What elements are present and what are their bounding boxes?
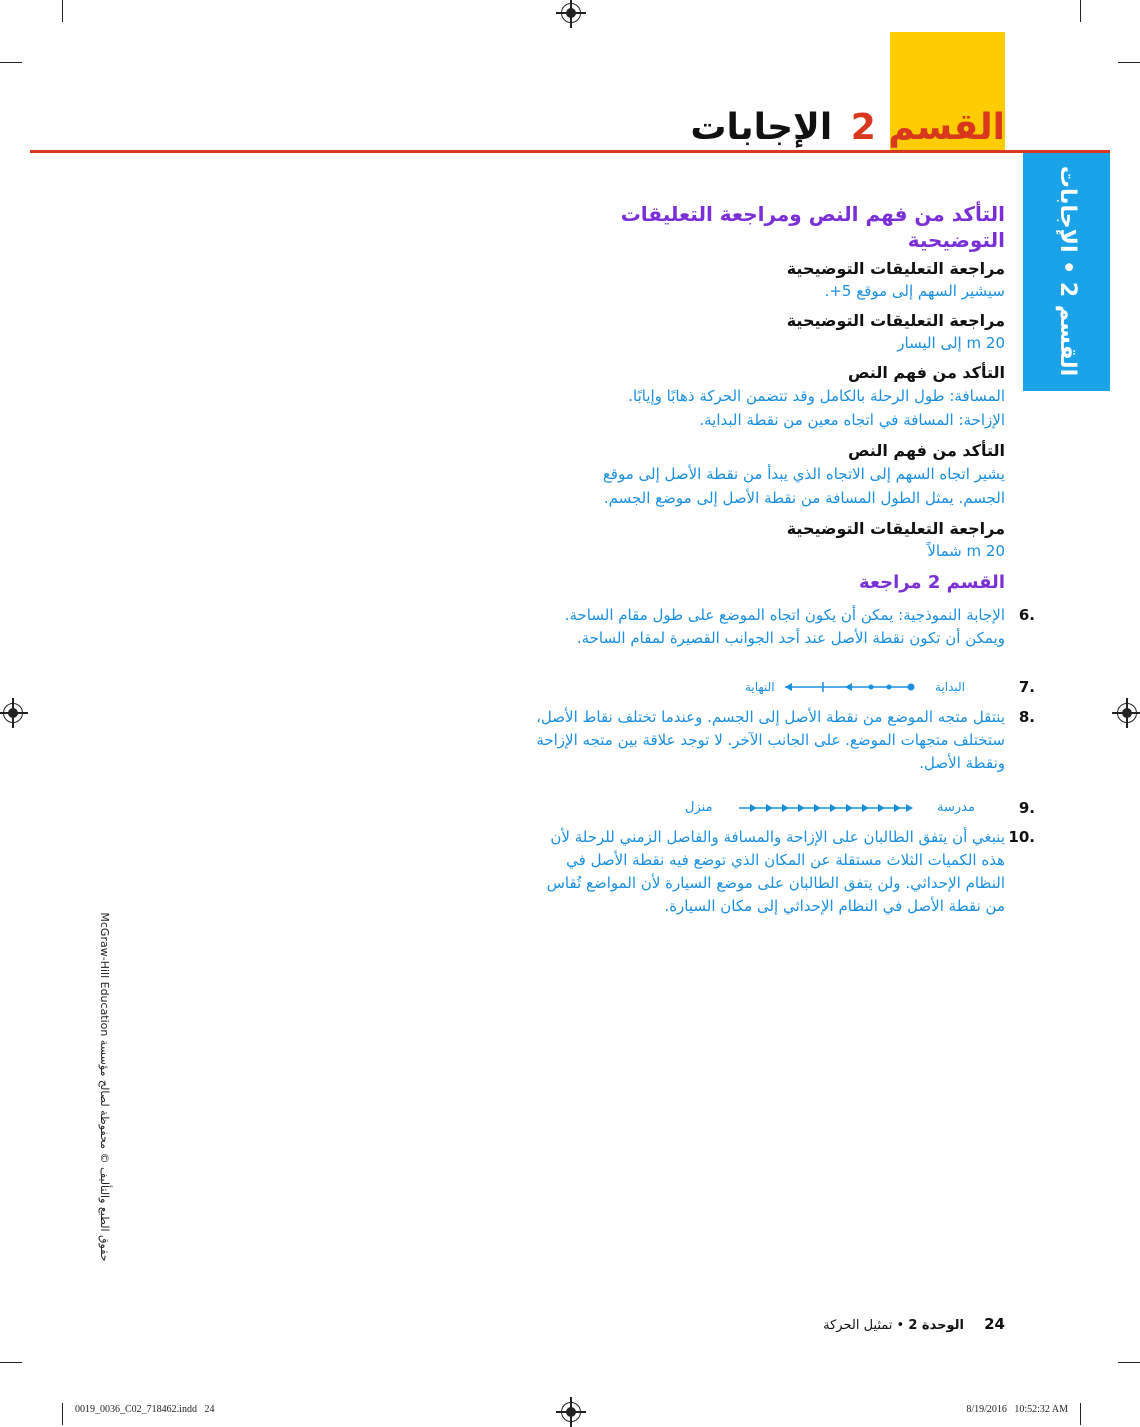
motion-diagram-arrow	[783, 679, 918, 695]
answers-word: الإجابات	[690, 107, 833, 148]
review-block	[485, 440, 1005, 510]
crop-mark	[62, 1403, 63, 1425]
start-label: البداية	[934, 680, 965, 694]
question-number: 8.	[1018, 708, 1035, 726]
copyright-notice: حقوق الطبع والتأليف © محفوظة لصالح مؤسسة McGraw-Hill Education	[98, 912, 111, 1262]
unit-label: الوحدة 2	[908, 1318, 964, 1333]
block-answer: الإزاحة: المسافة في اتجاه معين من نقطة البداية.	[699, 411, 1005, 429]
question-number: 10.	[1008, 828, 1035, 846]
crop-mark	[0, 62, 22, 63]
print-datetime: 8/19/2016 10:52:32 AM	[966, 1404, 1068, 1415]
side-tab	[1023, 153, 1110, 391]
page-title	[690, 104, 1005, 152]
review-block	[485, 518, 1005, 562]
question-number: 6.	[1018, 606, 1035, 624]
block-answer: المسافة: طول الرحلة بالكامل وقد تتضمن الحركة ذهابًا وإيابًا.	[628, 387, 1005, 405]
content-title	[485, 201, 1005, 253]
section-number: 2	[850, 107, 876, 148]
question-answer: الإجابة النموذجية: يمكن أن يكون اتجاه الموضع على طول مقام الساحة. ويمكن أن تكون نقطة الأصل عند أحد الجوانب القصيرة لمقام الساحة.	[564, 606, 1005, 647]
motion-diagram	[685, 797, 975, 819]
block-answer: 20 m شمالاً	[927, 542, 1005, 560]
question-answer: ينتقل متجه الموضع من نقطة الأصل إلى الجسم. وعندما تختلف نقاط الأصل، ستختلف متجهات الموضع. على الجانب الآخر. لا توجد علاقة بين متجه الإزاحة ونقطة الأصل.	[536, 708, 1005, 772]
question-item	[525, 826, 1035, 918]
question-item	[525, 797, 1035, 819]
registration-mark-icon	[1117, 703, 1137, 723]
crop-mark	[0, 1362, 22, 1363]
block-heading: مراجعة التعليقات التوضيحية	[786, 259, 1005, 278]
registration-mark-icon	[561, 3, 581, 23]
motion-diagram	[745, 676, 965, 698]
file-slug: 0019_0036_C02_718462.indd 24	[75, 1404, 215, 1415]
question-item	[525, 706, 1035, 775]
block-heading: مراجعة التعليقات التوضيحية	[786, 519, 1005, 538]
question-answer: ينبغي أن يتفق الطالبان على الإزاحة والمسافة والفاصل الزمني للرحلة لأن هذه الكميات الثلاث مستقلة عن المكان الذي توضع فيه نقطة الأصل في النظام الإحداثي. ولن يتفق الطالبان على موضع السيارة لأن المواضع تُقاس من نقطة الأصل في النظام الإحداثي إلى مكان السيارة.	[546, 828, 1005, 915]
header-rule	[30, 150, 1110, 153]
block-answer: سيشير السهم إلى موقع 5+.	[824, 282, 1005, 300]
review-block	[485, 258, 1005, 302]
registration-mark-icon	[3, 703, 23, 723]
page-footer	[823, 1313, 1005, 1335]
block-heading: التأكد من فهم النص	[847, 441, 1005, 460]
question-number: 7.	[1018, 678, 1035, 696]
page-number: 24	[984, 1315, 1005, 1333]
block-heading: مراجعة التعليقات التوضيحية	[786, 311, 1005, 330]
block-heading: التأكد من فهم النص	[847, 363, 1005, 382]
block-answer: يشير اتجاه السهم إلى الاتجاه الذي يبدأ من نقطة الأصل إلى موقع	[602, 465, 1005, 483]
footer-bullet: •	[896, 1318, 905, 1333]
question-item	[525, 604, 1035, 650]
question-number: 9.	[1018, 799, 1035, 817]
crop-mark	[1080, 1403, 1081, 1425]
section-word: القسم	[888, 107, 1005, 148]
registration-mark-icon	[561, 1402, 581, 1422]
crop-mark	[1118, 62, 1140, 63]
question-item	[525, 676, 1035, 698]
crop-mark	[1080, 0, 1081, 22]
crop-mark	[1118, 1362, 1140, 1363]
block-answer: الجسم. يمثل الطول المسافة من نقطة الأصل إلى موضع الجسم.	[603, 489, 1005, 507]
unit-title: تمثيل الحركة	[823, 1318, 893, 1333]
end-label: النهاية	[745, 680, 775, 694]
review-section-title: القسم 2 مراجعة	[859, 572, 1005, 593]
end-label: منزل	[685, 800, 713, 815]
side-tab-label: القسم 2 • الإجابات	[1055, 165, 1080, 377]
block-answer: 20 m إلى اليسار	[897, 334, 1005, 352]
motion-diagram-arrow	[737, 800, 915, 816]
review-block	[485, 362, 1005, 432]
review-block	[485, 310, 1005, 354]
crop-mark	[62, 0, 63, 22]
review-blocks	[485, 258, 1005, 596]
content-title-line: التوضيحية	[907, 228, 1005, 252]
content-title-line: التأكد من فهم النص ومراجعة التعليقات	[620, 202, 1005, 226]
start-label: مدرسة	[937, 800, 975, 815]
